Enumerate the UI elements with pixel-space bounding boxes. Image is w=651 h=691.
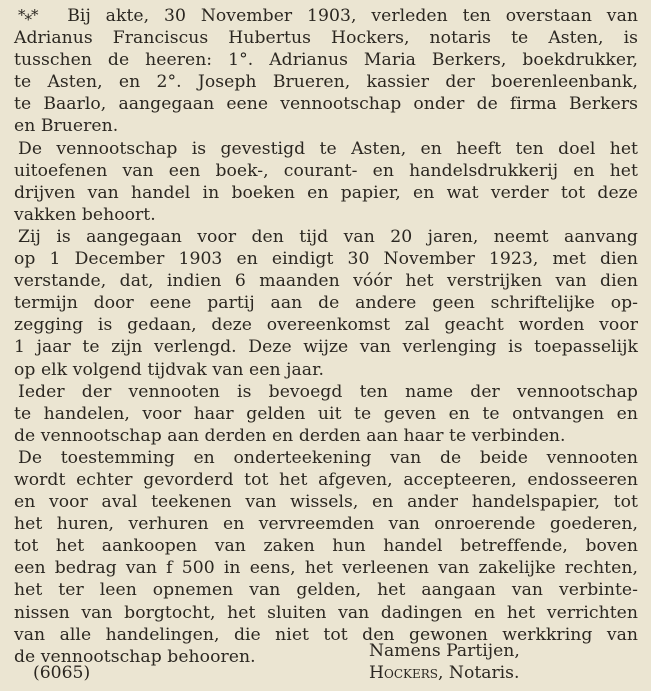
text-line: termijn door eene partij aan de andere geen schriftelijke op- [14, 293, 638, 314]
text-line: drijven van handel in boeken en papier, en wat verder tot deze [14, 182, 638, 203]
paragraph-duration [14, 226, 638, 381]
text-line: en Brueren. [14, 116, 119, 137]
text-line: zegging is gedaan, deze overeenkomst zal geacht worden voor [14, 315, 638, 336]
paragraph-deed [14, 4, 638, 138]
text-line: te handelen, voor haar gelden uit te geven en te ontvangen en [14, 403, 638, 424]
signature-label: Namens Partijen, [369, 641, 520, 661]
text-line: 1 jaar te zijn verlengd. Deze wijze van verlenging is toepasselijk [14, 337, 638, 358]
asterism-mark: *⁎* [18, 6, 38, 24]
text-line: het huren, verhuren en vervreemden van onroerende goederen, [14, 514, 638, 535]
text-line: De toestemming en onderteekening van de beide vennooten [18, 447, 638, 468]
text-line: verstande, dat, indien 6 maanden vóór het verstrijken van dien [14, 271, 638, 292]
text-line: De vennootschap is gevestigd te Asten, en heeft ten doel het [18, 138, 638, 159]
reference-number: (6065) [33, 663, 91, 683]
text-line: Adrianus Franciscus Hubertus Hockers, notaris te Asten, is [14, 28, 638, 49]
text-line: te Baarlo, aangegaan eene vennootschap onder de firma Berkers [14, 94, 638, 115]
text-line: tot het aankoopen van zaken hun handel betreffende, boven [14, 536, 638, 557]
notary-title: , Notaris. [438, 663, 520, 683]
signature-block [0, 634, 651, 691]
text-line: op 1 December 1903 en eindigt 30 November 1923, met dien [14, 249, 638, 270]
text-line: vakken behoort. [14, 204, 156, 225]
text-line: van alle handelingen, die niet tot den gewonen werkkring van [14, 624, 638, 645]
text-line: en voor aval teekenen van wissels, en ander handelspapier, tot [14, 492, 638, 513]
text-line: *⁎* Bij akte, 30 November 1903, verleden ten overstaan van [18, 6, 638, 26]
text-line: de vennootschap behooren. [14, 646, 256, 667]
signature-name [369, 662, 519, 684]
text-line: het ter leen opnemen van gelden, het aangaan van verbinte- [14, 580, 638, 601]
text-line: nissen van borgtocht, het sluiten van dadingen en het verrichten [14, 602, 638, 623]
text-line: Ieder der vennooten is bevoegd ten name der vennootschap [18, 381, 638, 402]
notary-name: Hockers [369, 663, 438, 683]
text-line: wordt echter gevorderd tot het afgeven, accepteeren, endosseeren [14, 469, 638, 490]
text-line: te Asten, en 2°. Joseph Brueren, kassier der boerenleenbank, [14, 72, 638, 93]
paragraph-authority [14, 381, 638, 447]
notice-body [14, 4, 638, 668]
text-line: op elk volgend tijdvak van een jaar. [14, 359, 324, 380]
text-line: tusschen de heeren: 1°. Adrianus Maria Berkers, boekdrukker, [14, 50, 638, 71]
text-line: uitoefenen van een boek-, courant- en handelsdrukkerij en het [14, 160, 638, 181]
text-line: de vennootschap aan derden en derden aan haar te verbinden. [14, 425, 566, 446]
text-line: Zij is aangegaan voor den tijd van 20 jaren, neemt aanvang [18, 226, 638, 247]
text-line: een bedrag van f 500 in eens, het verleenen van zakelijke rechten, [14, 558, 638, 579]
paragraph-seat-purpose [14, 138, 638, 226]
